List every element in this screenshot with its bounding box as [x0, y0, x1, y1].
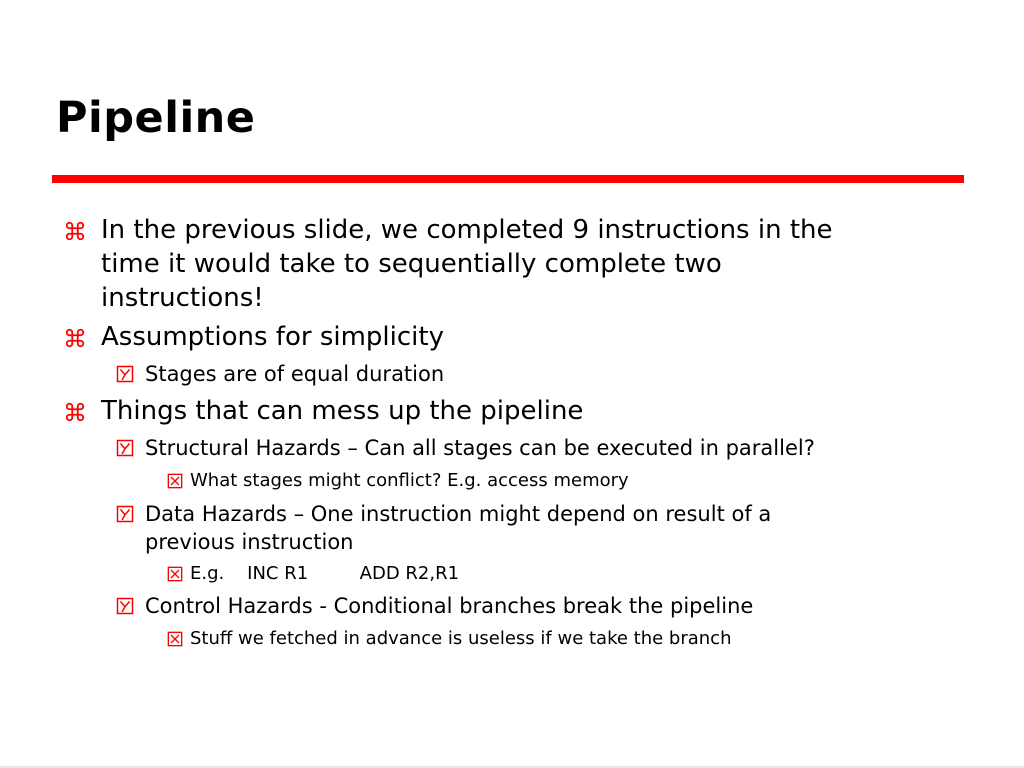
- checkbox-check-icon: [116, 439, 134, 457]
- command-icon: [64, 220, 86, 242]
- bullet-line: Stuff we fetched in advance is useless if we take the branch: [190, 628, 732, 649]
- bullet-line: Control Hazards - Conditional branches break the pipeline: [145, 594, 754, 618]
- checkbox-x-icon: [167, 473, 183, 489]
- bullet-line: time it would take to sequentially complete two: [101, 249, 722, 279]
- command-icon: [64, 327, 86, 349]
- command-icon: [64, 401, 86, 423]
- bullet-text: [145, 592, 753, 620]
- checkbox-check-icon: [116, 365, 134, 383]
- bullet-line: Stages are of equal duration: [145, 362, 445, 386]
- checkbox-check-icon: [116, 365, 134, 383]
- bullet-line: previous instruction: [145, 530, 354, 554]
- bullet-line: Assumptions for simplicity: [101, 322, 444, 352]
- bullet-text: [101, 213, 833, 315]
- checkbox-check-icon: [116, 505, 134, 523]
- bullet-text: [190, 561, 459, 587]
- bullet-line: What stages might conflict? E.g. access memory: [190, 470, 629, 491]
- checkbox-x-icon: [167, 566, 183, 582]
- bullet-text: [101, 394, 583, 428]
- bullet-text: [190, 626, 732, 652]
- checkbox-check-icon: [116, 505, 134, 523]
- checkbox-check-icon: [116, 597, 134, 615]
- command-icon: [64, 327, 86, 349]
- checkbox-x-icon: [167, 473, 183, 489]
- bullet-text: [101, 320, 444, 354]
- bullet-text: [145, 500, 771, 556]
- bullet-text: [145, 434, 815, 462]
- bullet-line: In the previous slide, we completed 9 instructions in the: [101, 215, 833, 245]
- checkbox-x-icon: [167, 566, 183, 582]
- command-icon: [64, 401, 86, 423]
- command-icon: [64, 220, 86, 242]
- bullet-line: Things that can mess up the pipeline: [101, 396, 584, 426]
- checkbox-check-icon: [116, 597, 134, 615]
- checkbox-x-icon: [167, 631, 183, 647]
- title-underline: [52, 175, 964, 183]
- slide-title: Pipeline: [56, 93, 256, 143]
- checkbox-x-icon: [167, 631, 183, 647]
- bullet-line: E.g. INC R1 ADD R2,R1: [190, 563, 460, 584]
- bullet-text: [145, 360, 444, 388]
- bullet-text: [190, 468, 629, 494]
- bullet-line: Data Hazards – One instruction might depend on result of a: [145, 502, 772, 526]
- bullet-line: instructions!: [101, 283, 264, 313]
- checkbox-check-icon: [116, 439, 134, 457]
- bullet-line: Structural Hazards – Can all stages can be executed in parallel?: [145, 436, 815, 460]
